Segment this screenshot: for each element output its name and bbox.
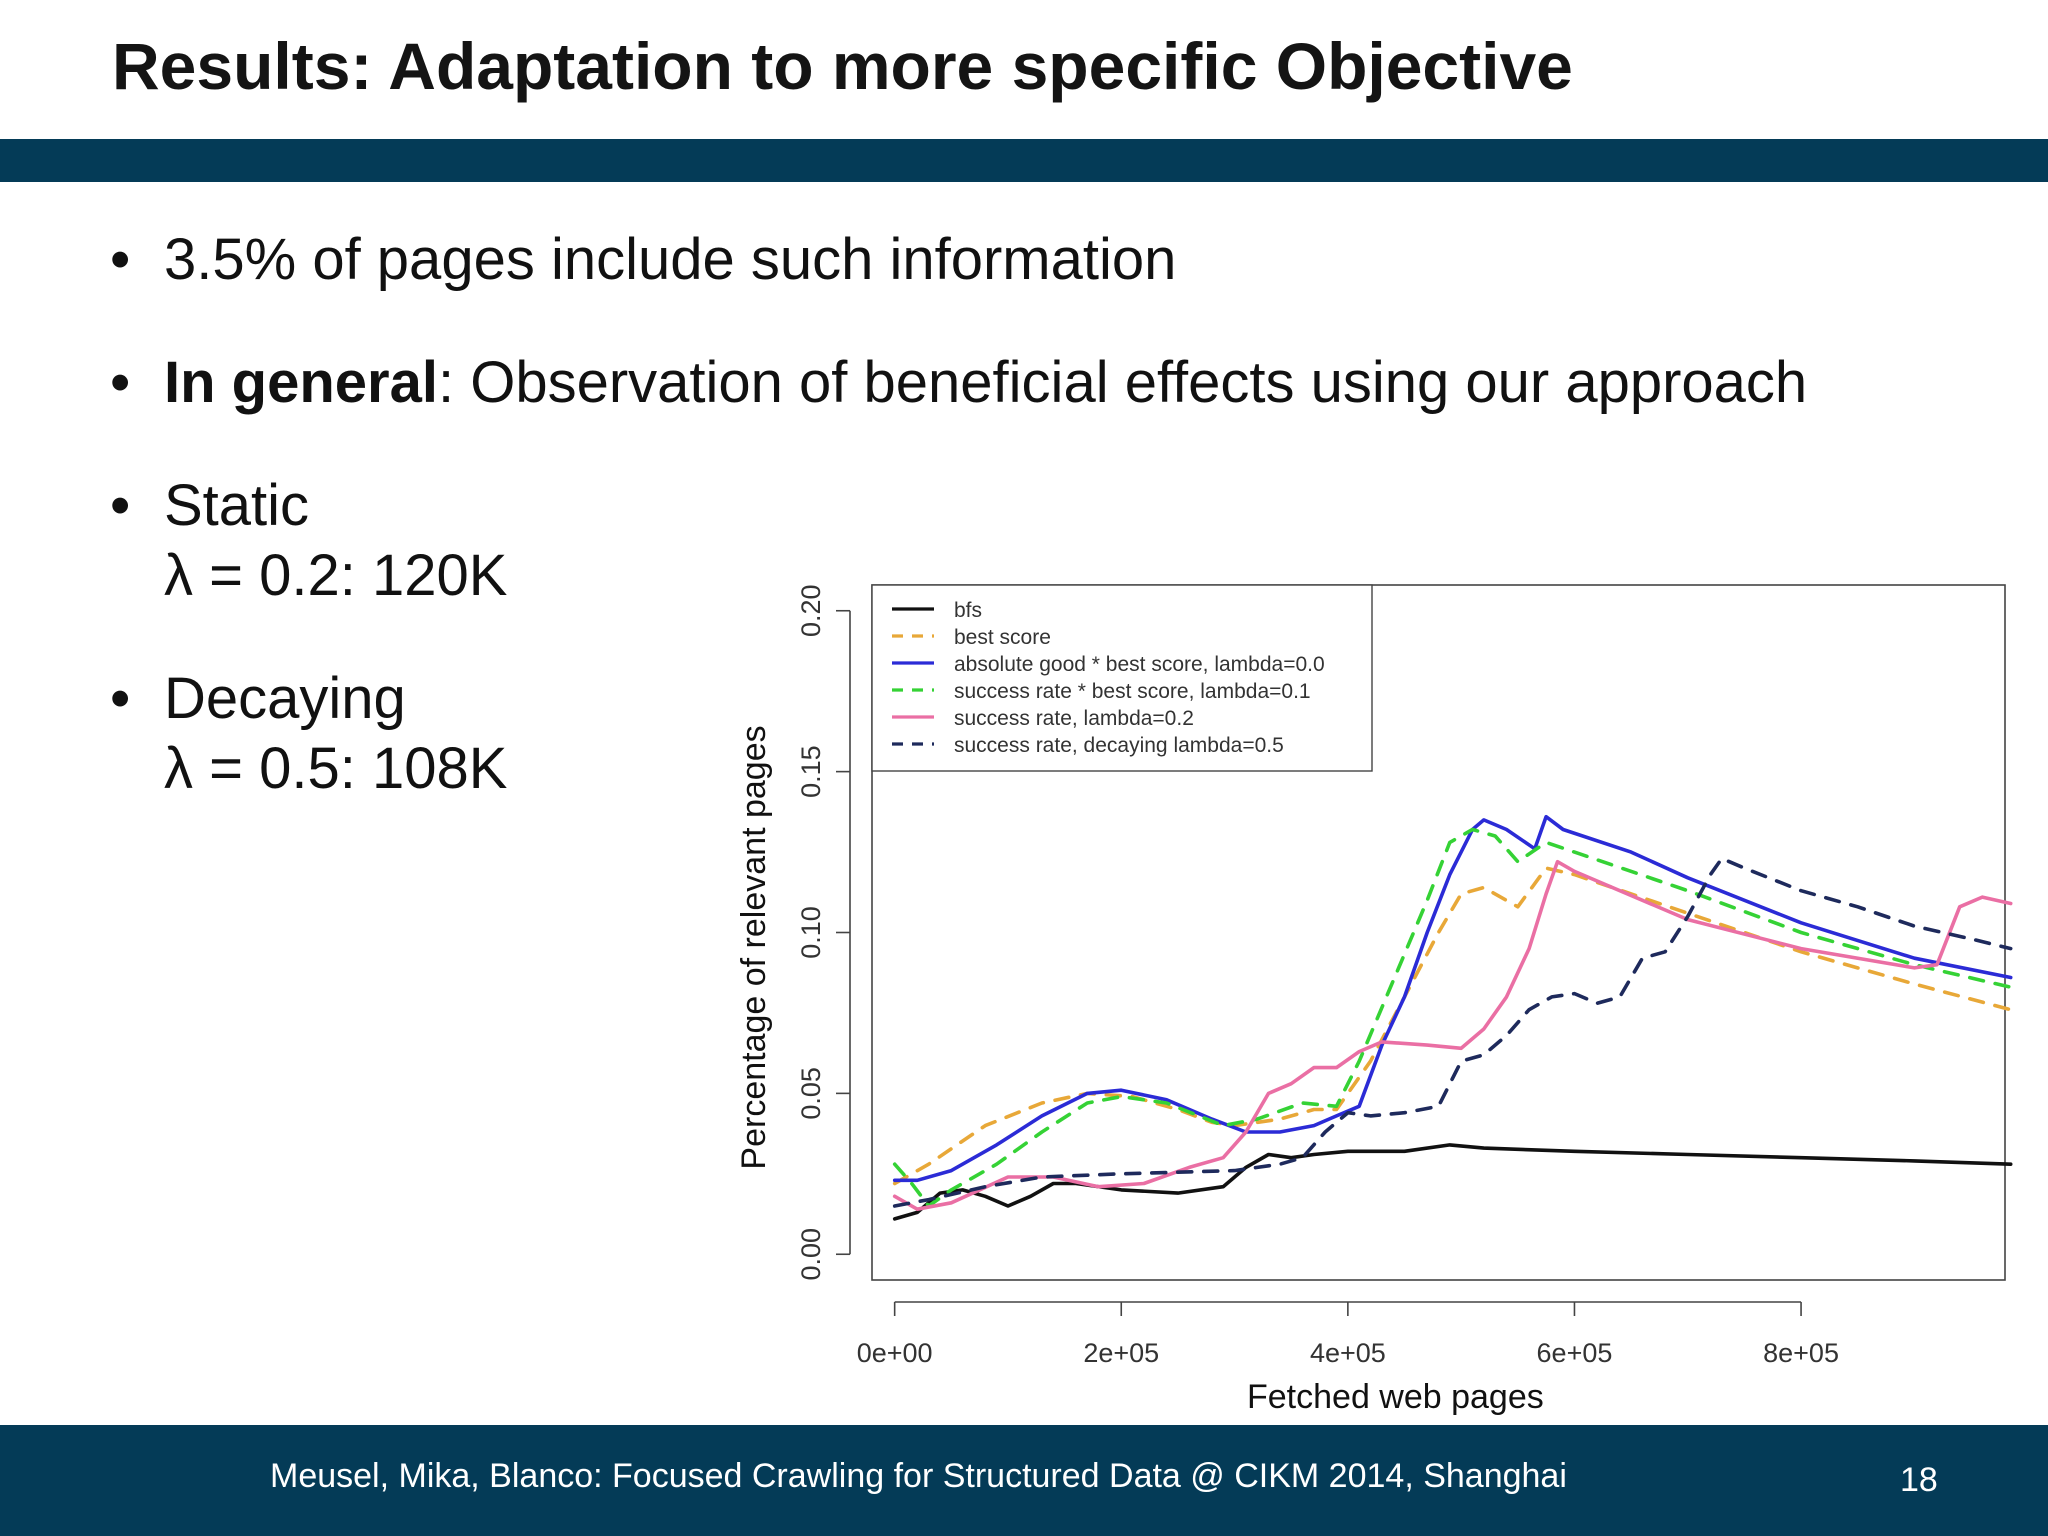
series-line (895, 862, 2011, 1209)
x-tick-label: 0e+00 (856, 1338, 933, 1368)
x-tick-label: 2e+05 (1083, 1338, 1160, 1368)
series-line (895, 868, 2011, 1183)
legend-label: success rate * best score, lambda=0.1 (954, 680, 1311, 703)
legend-label: absolute good * best score, lambda=0.0 (954, 653, 1325, 676)
bullet-item (110, 225, 2010, 295)
bullet-text: : Observation of beneficial effects using our approach (437, 350, 1808, 415)
x-axis-label: Fetched web pages (1247, 1378, 1544, 1416)
legend-label: success rate, decaying lambda=0.5 (954, 734, 1284, 757)
bullet-dot-icon: • (110, 666, 131, 731)
bullet-item (110, 348, 2010, 418)
bullet-subtext: λ = 0.5: 108K (164, 736, 508, 801)
bullet-subtext: λ = 0.2: 120K (164, 543, 508, 608)
title-band (0, 139, 2048, 182)
bullet-dot-icon: • (110, 350, 131, 415)
bullet-text: Decaying (164, 666, 406, 731)
legend-label: bfs (954, 599, 983, 622)
y-tick-label: 0.00 (796, 1227, 826, 1281)
y-tick-label: 0.20 (796, 584, 826, 638)
series-line (895, 830, 2011, 1207)
y-tick-label: 0.15 (796, 745, 826, 798)
x-tick-label: 4e+05 (1309, 1338, 1386, 1368)
page-number: 18 (1900, 1461, 1938, 1499)
x-tick-label: 8e+05 (1763, 1338, 1839, 1368)
x-tick-label: 6e+05 (1536, 1338, 1613, 1368)
y-axis-label: Percentage of relevant pages (735, 725, 773, 1170)
bullet-dot-icon: • (110, 227, 131, 292)
bullet-bold-text: In general (164, 350, 438, 415)
bullet-dot-icon: • (110, 473, 131, 538)
series-line (895, 817, 2011, 1181)
slide-title: Results: Adaptation to more specific Objective (112, 29, 1573, 103)
line-chart (720, 560, 2048, 1430)
footer-citation: Meusel, Mika, Blanco: Focused Crawling for Structured Data @ CIKM 2014, Shanghai (270, 1457, 1567, 1495)
bullet-text: 3.5% of pages include such information (164, 227, 1177, 292)
bullet-text: Static (164, 473, 310, 538)
footer-band (0, 1425, 2048, 1536)
legend-label: success rate, lambda=0.2 (954, 707, 1194, 730)
series-line (895, 1145, 2011, 1219)
y-tick-label: 0.10 (796, 906, 826, 959)
y-tick-label: 0.05 (796, 1067, 826, 1120)
legend-label: best score (954, 626, 1051, 649)
